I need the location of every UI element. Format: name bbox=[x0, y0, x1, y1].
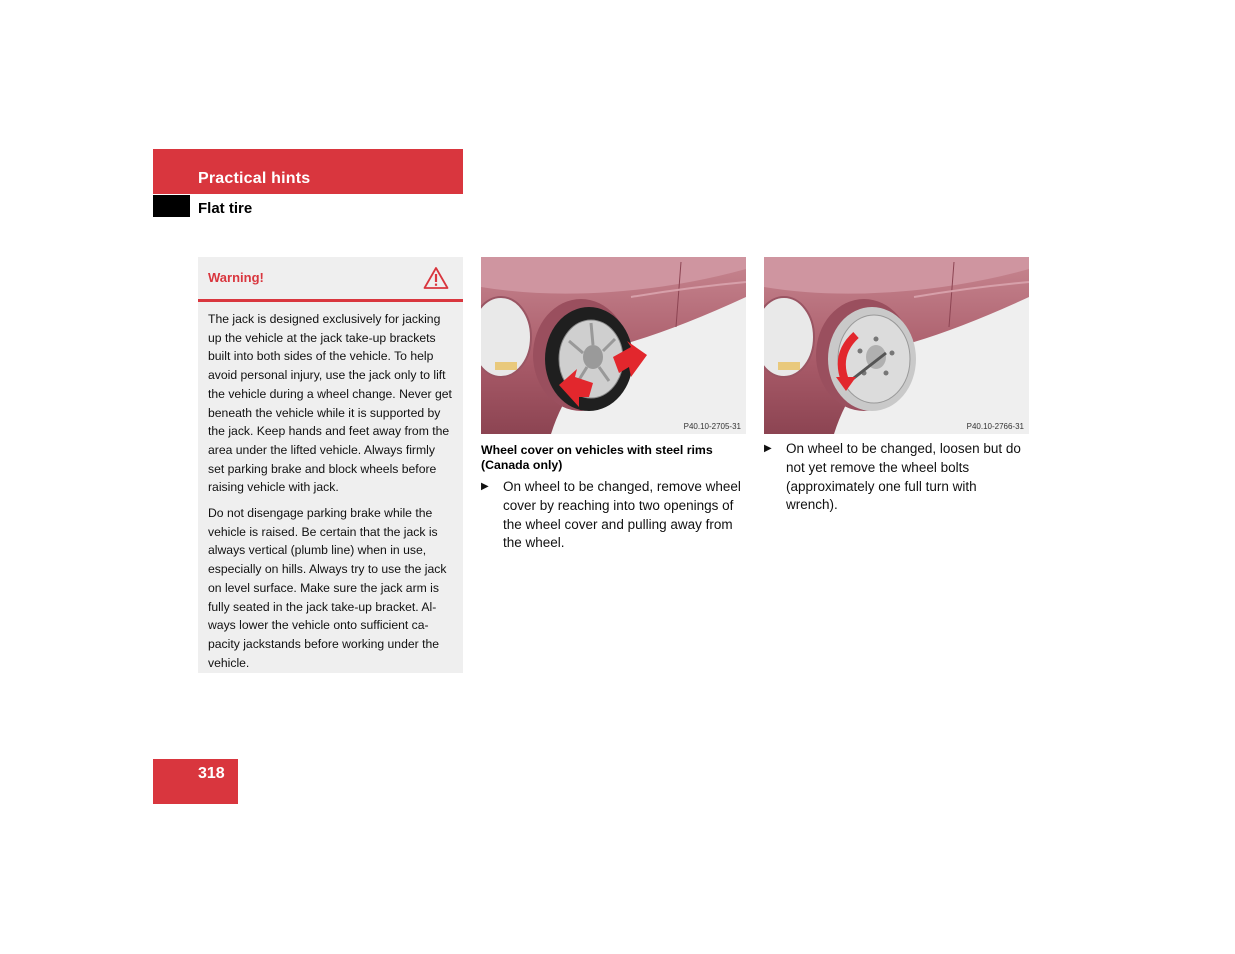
instruction-text: On wheel to be changed, loosen but do not yet remove the wheel bolts (approximately one full turn with wrench). bbox=[786, 441, 1021, 513]
instruction-step bbox=[481, 478, 746, 553]
page-number: 318 bbox=[198, 765, 225, 782]
instruction-step bbox=[764, 440, 1029, 515]
figure-code: P40.10-2766-31 bbox=[966, 422, 1024, 431]
warning-label: Warning! bbox=[208, 270, 264, 285]
subsection-title: Flat tire bbox=[198, 200, 253, 217]
warning-body bbox=[198, 302, 463, 672]
warning-header bbox=[198, 257, 463, 302]
figure-caption: Wheel cover on vehicles with steel rims (Canada only) bbox=[481, 443, 713, 472]
illustration-wheel-cover bbox=[481, 257, 746, 434]
bullet-arrow-icon: ▶ bbox=[481, 481, 489, 492]
warning-box bbox=[198, 257, 463, 673]
warning-paragraph: Do not disengage parking brake while the vehicle is raised. Be certain that the jack is always vertical (plumb line) when in use, especially on hills. Always try to use the jack on level surface. Make sure the jack arm is fully seated in the jack take-up bracket. Al-ways lower the vehicle onto sufficient ca-pacity jackstands before working under the vehicle. bbox=[208, 506, 447, 670]
section-title: Practical hints bbox=[198, 170, 311, 187]
figure-loosen-bolts bbox=[764, 257, 1029, 434]
warning-triangle-icon bbox=[423, 266, 449, 290]
instruction-text: On wheel to be changed, remove wheel cover by reaching into two openings of the wheel cover and pulling away from the wheel. bbox=[503, 479, 741, 551]
bullet-arrow-icon: ▶ bbox=[764, 443, 772, 454]
figure-code: P40.10-2705-31 bbox=[683, 422, 741, 431]
figure-wheel-cover-removal bbox=[481, 257, 746, 434]
subsection-marker bbox=[153, 195, 190, 217]
page-number-box bbox=[153, 759, 238, 804]
illustration-wheel-bolts bbox=[764, 257, 1029, 434]
warning-paragraph: The jack is designed exclusively for jacking up the vehicle at the jack take-up brackets built into both sides of the vehicle. To help avoid personal injury, use the jack only to lift the vehicle during a wheel change. Never get beneath the vehicle while it is supported by the jack. Keep hands and feet away from the area under the lifted vehicle. Always firmly set parking brake and block wheels before raising vehicle with jack. bbox=[208, 312, 452, 495]
